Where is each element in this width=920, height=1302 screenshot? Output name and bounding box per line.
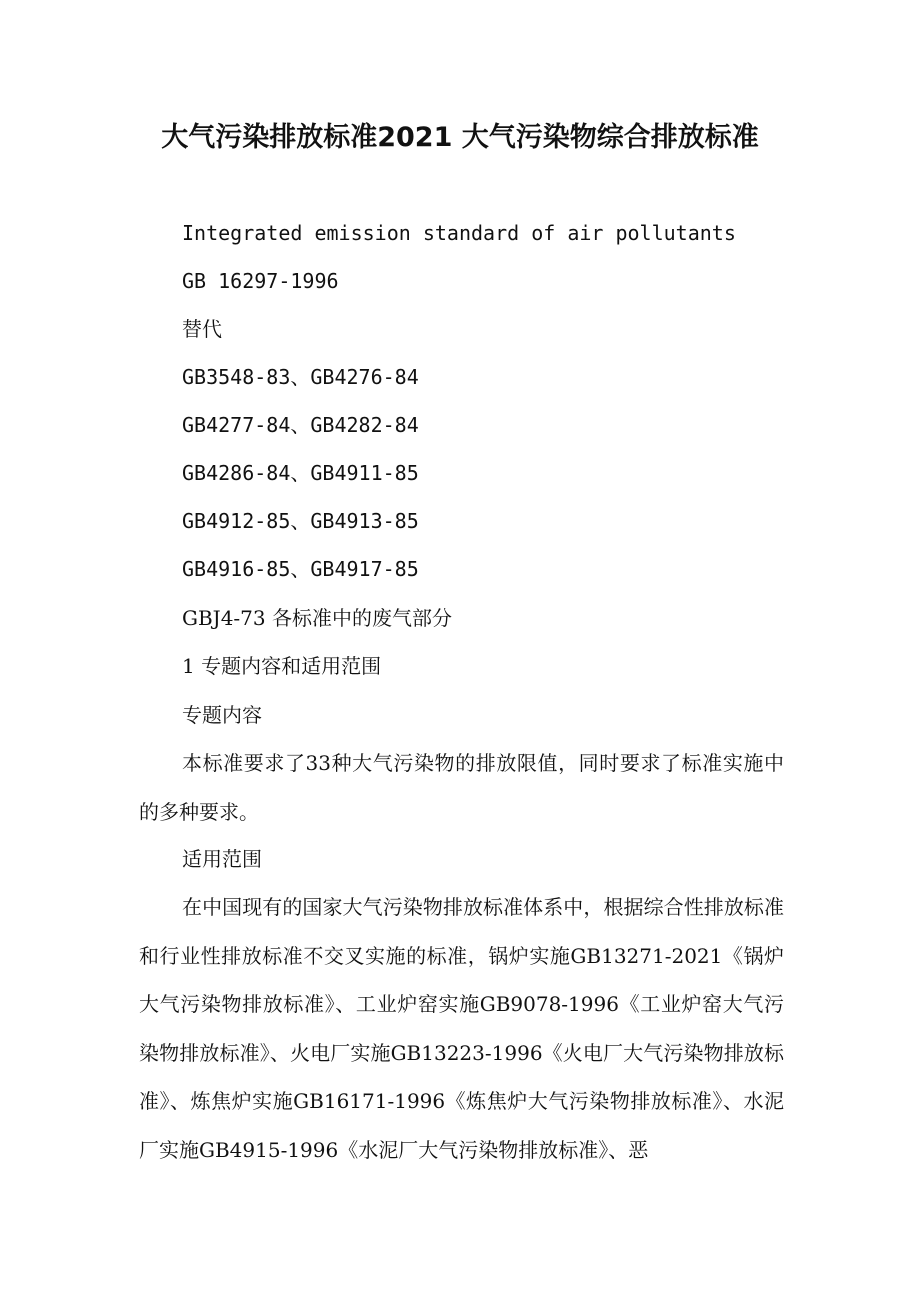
english-title: Integrated emission standard of air pollutants — [182, 221, 736, 245]
scope-paragraph: 在中国现有的国家大气污染物排放标准体系中，根据综合性排放标准和行业性排放标准不交叉实施的标准，锅炉实施GB13271-2021《锅炉大气污染物排放标准》、工业炉窑实施GB9078-1996《工业炉窑大气污染物排放标准》、火电厂实施GB13223-1996《火电厂大气污染物排放标准》、炼焦炉实施GB16171-1996《炼焦炉大气污染物排放标准》、水泥厂实施GB4915-1996《水泥厂大气污染物排放标准》、恶 — [139, 895, 784, 1162]
replaced-standard-line: GB4277-84、GB4282-84 — [182, 413, 419, 437]
replaced-standard-line: GB4286-84、GB4911-85 — [182, 461, 419, 485]
replaced-standard-line: GB3548-83、GB4276-84 — [182, 365, 419, 389]
replaced-standard-line: GB4916-85、GB4917-85 — [182, 557, 419, 581]
subsection-heading: 适用范围 — [182, 847, 262, 871]
subsection-heading: 专题内容 — [182, 703, 262, 727]
replaced-standard-line: GBJ4-73 各标准中的废气部分 — [182, 606, 452, 630]
replaces-label: 替代 — [182, 317, 222, 341]
replaced-standard-line: GB4912-85、GB4913-85 — [182, 509, 419, 533]
section-heading: 1 专题内容和适用范围 — [182, 654, 382, 678]
document-title: 大气污染排放标准2021 大气污染物综合排放标准 — [161, 122, 759, 153]
standard-number: GB 16297-1996 — [182, 269, 339, 293]
content-paragraph: 本标准要求了33种大气污染物的排放限值，同时要求了标准实施中的多种要求。 — [139, 751, 784, 824]
